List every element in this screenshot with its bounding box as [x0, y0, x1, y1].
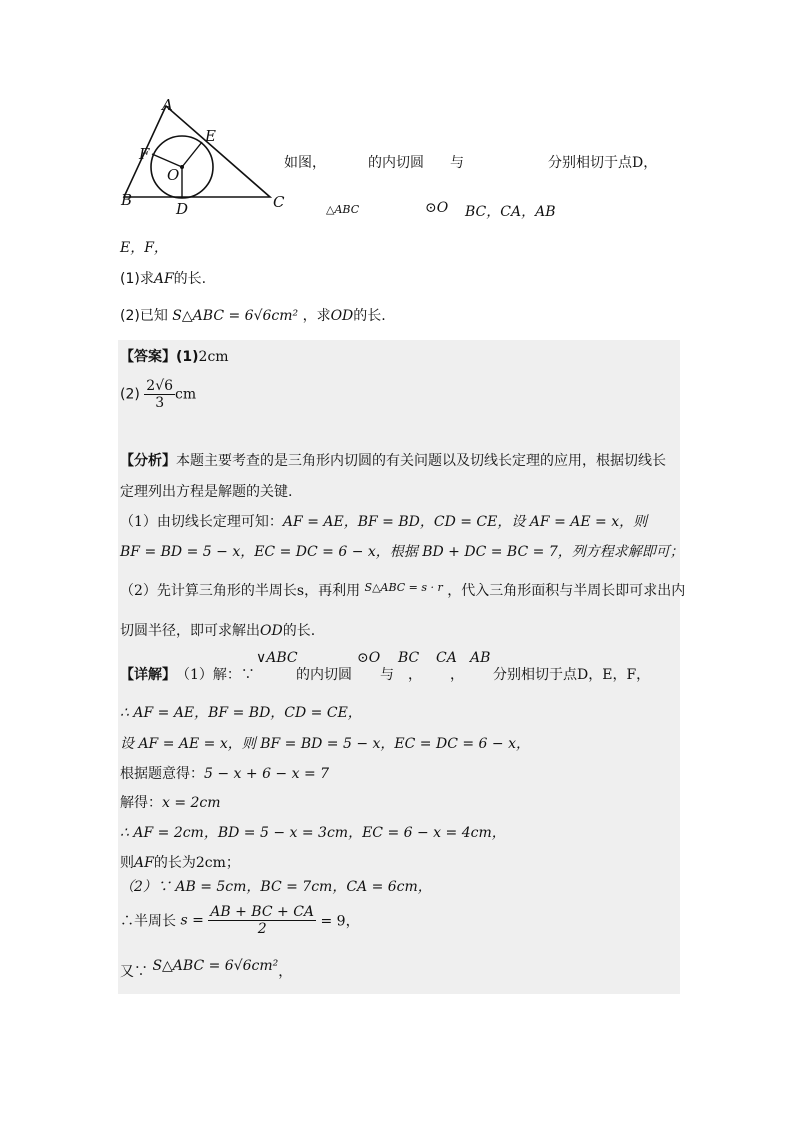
detail-l10-formula: S△ABC = 6√6cm²	[152, 958, 279, 974]
analysis-step-2-line2	[120, 620, 315, 640]
detail-l5	[120, 792, 221, 812]
question-1	[120, 268, 206, 288]
q2-var: OD	[330, 308, 354, 324]
analysis-s2-line2-a: 切圆半径，即可求解出	[120, 623, 260, 639]
detail-l1-d: 分别相切于点D，E，F，	[493, 667, 651, 683]
detail-l1-tri: ∨ABC	[256, 650, 298, 666]
center-o-dot	[180, 165, 184, 169]
detail-l10-a: 又∵	[120, 964, 148, 980]
analysis-s1-prefix: （1）由切线长定理可知：	[120, 514, 283, 530]
detail-l7-c: ；	[225, 855, 240, 871]
detail-l1-comma1: ，	[408, 667, 422, 683]
detail-l1-ab: AB	[470, 650, 491, 666]
problem-intro-a: 如图，	[284, 155, 326, 171]
detail-l7-b: 的长为	[153, 855, 196, 871]
analysis-line-1	[120, 450, 666, 470]
detail-l1-ca: CA	[436, 650, 457, 666]
detail-l6: ∴ AF = 2cm，BD = 5 − x = 3cm，EC = 6 − x = 4cm，	[120, 825, 506, 841]
detail-l9-den: 2	[257, 921, 267, 937]
label-a: A	[162, 96, 173, 114]
analysis-s2-prefix: （2）先计算三角形的半周长s，再利用	[120, 583, 361, 599]
analysis-s2-suffix: ，代入三角形面积与半周长即可求出内	[447, 583, 686, 599]
detail-l3: 设 AF = AE = x，则 BF = BD = 5 − x，EC = DC = 6 − x，	[120, 736, 530, 752]
answer-2-unit: cm	[175, 386, 197, 403]
problem-tri-abc: △ABC	[326, 203, 360, 216]
detail-l10	[120, 958, 292, 981]
q1-prefix: (1)求	[120, 271, 154, 287]
detail-l2: ∴ AF = AE，BF = BD，CD = CE，	[120, 705, 362, 721]
detail-l7	[120, 852, 240, 872]
detail-l1-c: 与	[380, 667, 394, 683]
q2-formula: S△ABC = 6√6cm²	[172, 308, 299, 324]
analysis-s1-line2: BF = BD = 5 − x，EC = DC = 6 − x，根据 BD + DC = BC = 7，列方程求解即可；	[120, 544, 684, 560]
problem-intro-c: 与	[450, 155, 464, 171]
q1-suffix: 的长.	[173, 271, 207, 287]
q2-prefix: (2)已知	[120, 308, 168, 324]
detail-l4-eq: 5 − x + 6 − x = 7	[204, 766, 330, 782]
analysis-s1-eq: AF = AE，BF = BD，CD = CE，设 AF = AE = x，则	[282, 514, 648, 530]
answer-2-label: (2)	[120, 386, 140, 403]
detail-l9-num: AB + BC + CA	[210, 904, 315, 920]
answer-2-fraction	[144, 378, 175, 411]
label-c: C	[273, 193, 285, 211]
detail-l7-var: AF	[134, 855, 154, 871]
analysis-s2-line2-b: 的长.	[282, 623, 316, 639]
detail-l5-a: 解得：	[120, 795, 162, 811]
problem-intro-b: 的内切圆	[368, 155, 424, 171]
detail-l9-a: ∴半周长	[120, 913, 176, 930]
label-b: B	[121, 191, 133, 209]
detail-label: 【详解】	[120, 667, 176, 683]
detail-l9	[120, 904, 360, 937]
analysis-label: 【分析】	[120, 453, 176, 469]
detail-l7-a: 则	[120, 855, 134, 871]
problem-sides: BC，CA，AB	[465, 204, 556, 220]
analysis-s2-formula: S△ABC = s · r	[364, 581, 443, 594]
detail-l10-tail: ，	[278, 964, 293, 980]
analysis-text-2: 定理列出方程是解题的关键.	[120, 484, 293, 500]
q2-mid: ，求	[302, 308, 331, 324]
answer-1: 2cm	[198, 349, 229, 365]
answer-label: 【答案】(1)	[120, 349, 199, 365]
detail-l9-s: s =	[180, 912, 204, 929]
detail-l4-a: 根据题意得：	[120, 766, 204, 782]
label-e: E	[205, 127, 216, 145]
detail-l1-bc: BC	[398, 650, 420, 666]
detail-l9-fraction	[208, 904, 316, 937]
detail-l1-circle: ⊙O	[357, 650, 381, 666]
analysis-s2-var: OD	[260, 623, 283, 639]
analysis-step-1	[120, 511, 647, 531]
analysis-step-2	[120, 580, 685, 600]
q1-var: AF	[153, 271, 174, 287]
answer-2-num: 2√6	[146, 378, 174, 394]
q2-suffix: 的长.	[353, 308, 386, 324]
detail-l1-comma2: ，	[450, 667, 464, 683]
detail-l5-eq: x = 2cm	[162, 795, 221, 811]
answer-2-den: 3	[155, 395, 165, 411]
label-f: F	[139, 145, 150, 163]
label-d: D	[176, 200, 189, 218]
label-o: O	[167, 166, 180, 184]
detail-l1-b: 的内切圆	[296, 667, 352, 683]
detail-l4	[120, 763, 329, 783]
answer-line-1	[120, 346, 229, 366]
problem-intro-tail: E，F，	[120, 240, 168, 256]
question-2	[120, 305, 386, 325]
problem-circle-o: ⊙O	[425, 200, 449, 216]
detail-l9-tail: = 9，	[320, 913, 360, 930]
answer-line-2	[120, 378, 196, 411]
problem-intro-d: 分别相切于点D，	[548, 155, 658, 171]
detail-l7-val: 2cm	[195, 855, 226, 871]
radius-oe	[182, 142, 202, 167]
analysis-text-1: 本题主要考查的是三角形内切圆的有关问题以及切线长定理的应用，根据切线长	[176, 453, 666, 469]
detail-l1-a: （1）解：∵	[176, 667, 255, 683]
detail-l8: （2）∵ AB = 5cm，BC = 7cm，CA = 6cm，	[120, 879, 432, 895]
